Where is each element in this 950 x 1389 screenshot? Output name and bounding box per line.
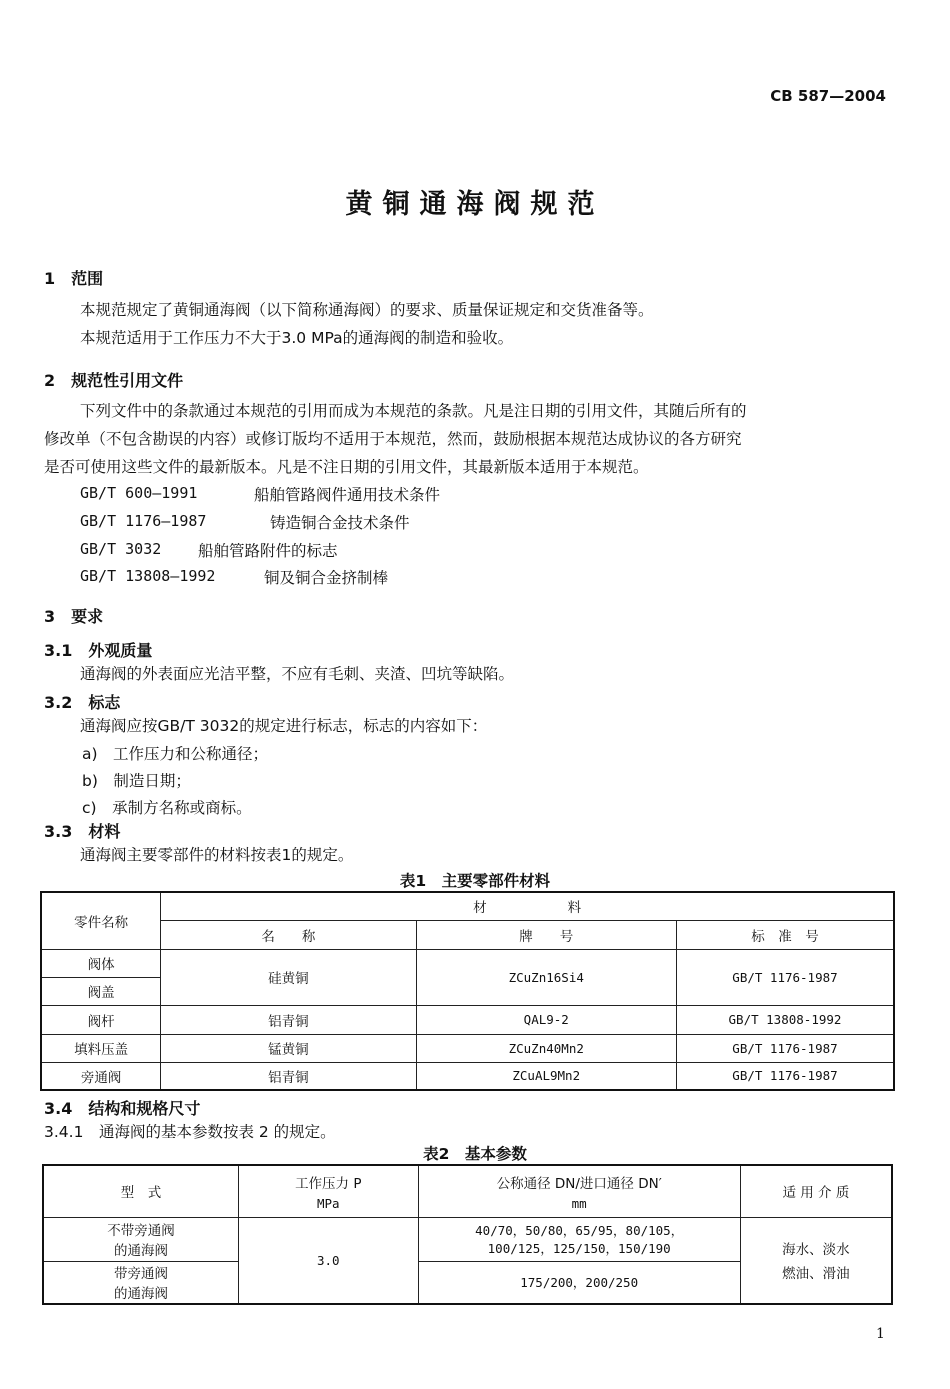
table-2-header-medium: 适 用 介 质 — [740, 1165, 892, 1217]
table-2-row-2-dn: 175/200，200/250 — [418, 1261, 740, 1304]
table-1-row-standard: GB/T 1176-1987 — [676, 1062, 894, 1090]
table-1-row-grade: ZCuZn40Mn2 — [416, 1034, 676, 1062]
page-number: 1 — [876, 1326, 885, 1342]
ref-3-code: GB/T 3032 — [80, 540, 162, 558]
table-1-row-standard: GB/T 1176-1987 — [676, 949, 894, 1005]
section-1-heading: 1 范围 — [44, 269, 104, 288]
table-1-row-part: 阀体 — [41, 949, 161, 977]
table-1-header-standard: 标 准 号 — [676, 920, 894, 949]
table-1-header-name: 名 称 — [161, 920, 416, 949]
table-1-row-standard: GB/T 13808-1992 — [676, 1005, 894, 1034]
section-3-4-heading: 3.4 结构和规格尺寸 — [44, 1099, 201, 1118]
table-2-row-type — [43, 1217, 239, 1261]
table-1-row-name: 硅黄铜 — [161, 949, 416, 1005]
section-2-para-line-1: 下列文件中的条款通过本规范的引用而成为本规范的条款。凡是注日期的引用文件，其随后所有的 — [80, 402, 747, 420]
table-2-header-dn-unit: mm — [571, 1195, 587, 1211]
table-1-row-name: 锰黄铜 — [161, 1034, 416, 1062]
section-3-heading: 3 要求 — [44, 607, 104, 626]
table-1-header-grade: 牌 号 — [416, 920, 676, 949]
table-2-medium — [740, 1217, 892, 1304]
table-2 — [42, 1164, 893, 1305]
ref-4-code: GB/T 13808—1992 — [80, 567, 216, 585]
section-2-para-line-3: 是否可使用这些文件的最新版本。凡是不注日期的引用文件，其最新版本适用于本规范。 — [44, 458, 649, 476]
section-2-heading: 2 规范性引用文件 — [44, 371, 184, 390]
table-1-row-part: 阀杆 — [41, 1005, 161, 1034]
table-1 — [40, 891, 895, 1091]
section-1-para-1: 本规范规定了黄铜通海阀（以下简称通海阀）的要求、质量保证规定和交货准备等。 — [80, 301, 654, 319]
table-1-header-part: 零件名称 — [41, 892, 161, 949]
table-2-row-1-dn-line-1: 40/70，50/80，65/95，80/105， — [475, 1223, 684, 1238]
table-2-header-pressure — [239, 1165, 419, 1217]
section-3-3-text: 通海阀主要零部件的材料按表1的规定。 — [80, 846, 354, 864]
table-2-header-type: 型 式 — [43, 1165, 239, 1217]
section-3-4-1-text: 3.4.1 通海阀的基本参数按表 2 的规定。 — [44, 1123, 336, 1141]
table-2-row-2-type-line-2: 的通海阀 — [114, 1286, 168, 1303]
table-1-row-part: 旁通阀 — [41, 1062, 161, 1090]
ref-4-name: 铜及铜合金挤制棒 — [264, 569, 389, 587]
table-2-row-1-dn — [418, 1217, 740, 1261]
section-3-1-text: 通海阀的外表面应光洁平整，不应有毛刺、夹渣、凹坑等缺陷。 — [80, 665, 515, 683]
table-2-medium-line-2: 燃油、滑油 — [782, 1266, 850, 1283]
ref-2-name: 铸造铜合金技术条件 — [270, 514, 410, 532]
ref-1-name: 船舶管路阀件通用技术条件 — [254, 486, 441, 504]
table-1-row-grade: QAL9-2 — [416, 1005, 676, 1034]
table-2-row-1-type-line-2: 的通海阀 — [114, 1243, 168, 1259]
section-3-3-heading: 3.3 材料 — [44, 822, 121, 841]
table-1-row-grade: ZCuAL9Mn2 — [416, 1062, 676, 1090]
section-2-para-line-2: 修改单（不包含勘误的内容）或修订版均不适用于本规范，然而，鼓励根据本规范达成协议的各方研究 — [44, 430, 742, 448]
document-title: 黄铜通海阀规范 — [345, 189, 605, 220]
table-2-row-1-type-line-1: 不带旁通阀 — [107, 1223, 175, 1239]
table-2-row-2-type-line-1: 带旁通阀 — [114, 1266, 168, 1283]
table-1-row-part: 阀盖 — [41, 977, 161, 1005]
ref-2-code: GB/T 1176—1987 — [80, 512, 207, 530]
table-2-caption: 表2 基本参数 — [423, 1145, 527, 1163]
table-2-header-dn — [418, 1165, 740, 1217]
document-code: CB 587—2004 — [770, 87, 886, 105]
table-1-row-grade: ZCuZn16Si4 — [416, 949, 676, 1005]
table-1-row-standard: GB/T 1176-1987 — [676, 1034, 894, 1062]
table-2-header-pressure-label: 工作压力 P — [295, 1175, 362, 1192]
section-3-2-heading: 3.2 标志 — [44, 693, 121, 712]
section-3-1-heading: 3.1 外观质量 — [44, 641, 153, 660]
table-2-header-pressure-unit: MPa — [317, 1195, 340, 1211]
table-1-row-part: 填料压盖 — [41, 1034, 161, 1062]
table-1-caption: 表1 主要零部件材料 — [399, 872, 551, 890]
table-1-row-name: 铝青铜 — [161, 1062, 416, 1090]
table-2-row-type — [43, 1261, 239, 1304]
ref-3-name: 船舶管路附件的标志 — [198, 542, 338, 560]
table-2-pressure-value: 3.0 — [239, 1217, 419, 1304]
table-1-header-material: 材 料 — [161, 892, 894, 920]
section-3-2-item-c: c) 承制方名称或商标。 — [82, 799, 252, 817]
table-1-row-name: 铝青铜 — [161, 1005, 416, 1034]
section-3-2-text: 通海阀应按GB/T 3032的规定进行标志，标志的内容如下： — [80, 717, 488, 735]
table-2-row-1-dn-line-2: 100/125，125/150，150/190 — [487, 1241, 671, 1256]
table-2-header-dn-label: 公称通径 DN/进口通径 DN′ — [496, 1175, 662, 1192]
section-3-2-item-b: b) 制造日期； — [82, 772, 191, 790]
ref-1-code: GB/T 600—1991 — [80, 484, 198, 502]
section-3-2-item-a: a) 工作压力和公称通径； — [82, 745, 269, 763]
table-2-medium-line-1: 海水、淡水 — [782, 1242, 850, 1259]
section-1-para-2: 本规范适用于工作压力不大于3.0 MPa的通海阀的制造和验收。 — [80, 329, 514, 347]
